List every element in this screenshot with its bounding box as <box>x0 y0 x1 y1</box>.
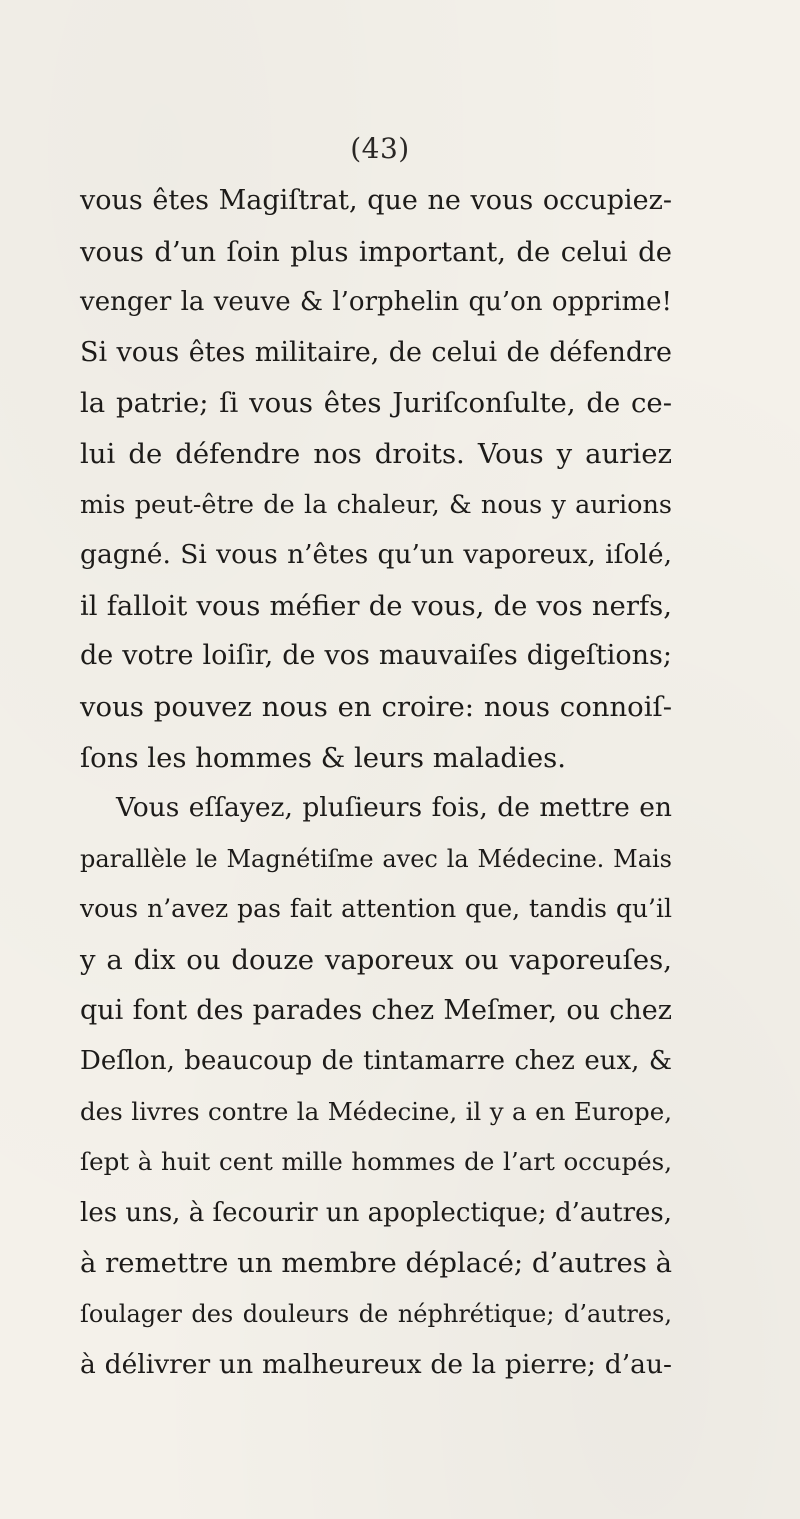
text-line: lui de défendre nos droits. Vous y auriez <box>80 437 672 470</box>
text-line: des livres contre la Médecine, il y a en Europe, <box>80 1096 672 1126</box>
text-line: de votre loiſir, de vos mauvaiſes digeſtions; <box>80 640 672 672</box>
text-line: Deſlon, beaucoup de tintamarre chez eux, & <box>80 1046 672 1077</box>
text-line: qui font des parades chez Meſmer, ou chez <box>80 994 672 1026</box>
page-number: (43) <box>350 132 410 165</box>
text-line: vous d’un ſoin plus important, de celui de <box>80 235 672 268</box>
text-line: les uns, à ſecourir un apoplectique; d’autres, <box>80 1197 672 1228</box>
text-line: il falloit vous méfier de vous, de vos nerfs, <box>80 589 672 622</box>
paragraph-end-line: ſons les hommes & leurs maladies. <box>80 741 566 774</box>
text-line: parallèle le Magnétiſme avec la Médecine. Mais <box>80 844 672 873</box>
text-line: ſoulager des douleurs de néphrétique; d’autres, <box>80 1300 672 1329</box>
text-line: la patrie; ſi vous êtes Juriſconſulte, de ce- <box>80 387 672 420</box>
text-line: vous êtes Magiſtrat, que ne vous occupiez- <box>80 185 672 216</box>
body-text <box>80 176 672 1390</box>
text-line: vous n’avez pas fait attention que, tandis qu’il <box>80 894 672 924</box>
paragraph-start-line: Vous eſſayez, pluſieurs fois, de mettre en <box>116 792 672 824</box>
text-line: venger la veuve & l’orphelin qu’on opprime! <box>80 287 672 318</box>
text-line: vous pouvez nous en croire: nous connoiſ- <box>80 690 672 723</box>
text-line: y a dix ou douze vaporeux ou vaporeuſes, <box>80 943 672 976</box>
text-line: gagné. Si vous n’êtes qu’un vaporeux, iſolé, <box>80 539 672 571</box>
text-line: ſept à huit cent mille hommes de l’art occupés, <box>80 1147 672 1177</box>
text-line: à remettre un membre déplacé; d’autres à <box>80 1247 673 1280</box>
text-line: Si vous êtes militaire, de celui de défendre <box>80 336 672 368</box>
text-line: à délivrer un malheureux de la pierre; d’au- <box>80 1348 672 1380</box>
text-line: mis peut-être de la chaleur, & nous y aurions <box>80 489 672 520</box>
